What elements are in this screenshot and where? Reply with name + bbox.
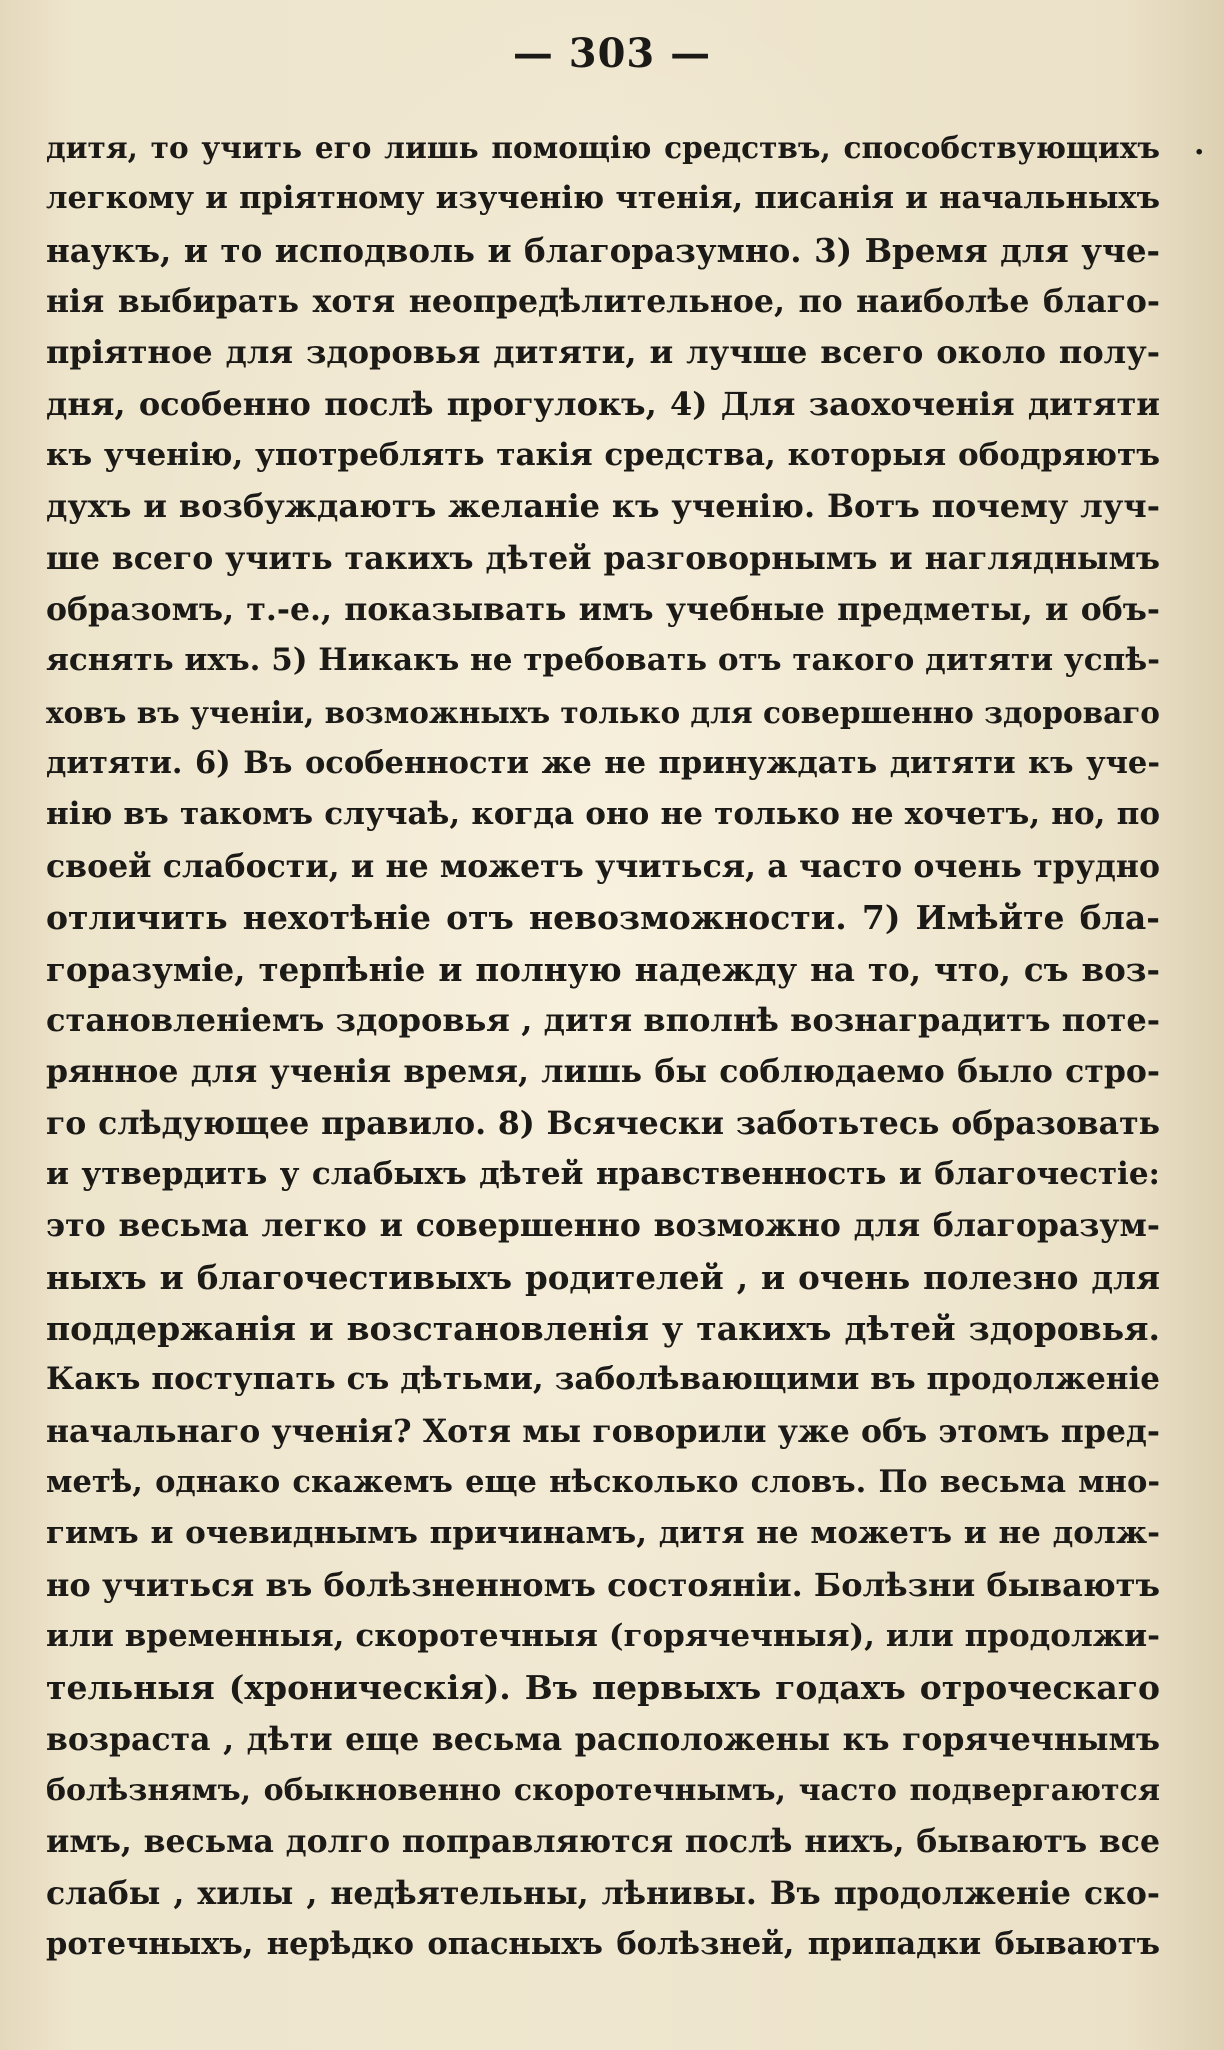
text-line: наукъ, и то исподволь и благоразумно. 3) Время для уче-: [46, 230, 1160, 270]
text-line: къ ученію, употреблять такія средства, которыя ободряютъ: [46, 437, 1160, 474]
text-line: рянное для ученія время, лишь бы соблюдаемо было стро-: [46, 1053, 1160, 1091]
text-line: и утвердить у слабыхъ дѣтей нравственность и благочестіе:: [46, 1155, 1160, 1192]
text-line: го слѣдующее правило. 8) Всячески заботьтесь образовать: [46, 1104, 1160, 1142]
text-line: это весьма легко и совершенно возможно для благоразум-: [46, 1207, 1160, 1245]
text-line: тельныя (хроническія). Въ первыхъ годахъ отроческаго: [46, 1668, 1160, 1708]
text-line: пріятное для здоровья дитяти, и лучше всего около полу-: [46, 333, 1160, 372]
text-line: нію въ такомъ случаѣ, когда оно не только не хочетъ, но, по: [46, 796, 1160, 833]
text-line: своей слабости, и не можетъ учиться, а часто очень трудно: [46, 847, 1160, 885]
text-line: или временныя, скоротечныя (горячечныя), или продолжи-: [46, 1617, 1160, 1654]
text-line: дитяти. 6) Въ особенности же не принуждать дитяти къ уче-: [46, 745, 1160, 782]
margin-mark: .: [1194, 127, 1205, 162]
text-line: ныхъ и благочестивыхъ родителей , и очень полезно для: [46, 1257, 1160, 1297]
text-line: гимъ и очевиднымъ причинамъ, дитя не можетъ и не долж-: [46, 1515, 1160, 1552]
text-line: нія выбирать хотя неопредѣлительное, по наиболѣе благо-: [46, 283, 1160, 321]
text-line: болѣзнямъ, обыкновенно скоротечнымъ, часто подвергаются: [46, 1773, 1160, 1808]
text-line: горазуміе, терпѣніе и полную надежду на то, что, съ воз-: [46, 949, 1160, 989]
text-line: дитя, то учить его лишь помощію средствъ, способствующихъ: [46, 130, 1160, 165]
text-line: Какъ поступать съ дѣтьми, заболѣвающими въ продолженіе: [46, 1361, 1160, 1398]
text-line: легкому и пріятному изученію чтенія, писанія и начальныхъ: [46, 180, 1160, 217]
text-line: метѣ, однако скажемъ еще нѣсколько словъ. По весьма мно-: [46, 1463, 1160, 1500]
text-line: поддержанія и возстановленія у такихъ дѣтей здоровья.: [46, 1308, 1160, 1348]
text-line: отличить нехотѣніе отъ невозможности. 7) Имѣйте бла-: [46, 898, 1160, 938]
text-line: ротечныхъ, нерѣдко опасныхъ болѣзней, припадки бываютъ: [46, 1926, 1160, 1963]
text-line: но учиться въ болѣзненномъ состояніи. Болѣзни бываютъ: [46, 1565, 1160, 1604]
text-line: становленіемъ здоровья , дитя вполнѣ вознаградитъ поте-: [46, 1000, 1160, 1039]
body-text: [46, 122, 1160, 1970]
text-line: ховъ въ ученіи, возможныхъ только для совершенно здороваго: [46, 694, 1160, 730]
text-line: имъ, весьма долго поправляются послѣ нихъ, бываютъ все: [46, 1823, 1160, 1861]
text-line: слабы , хилы , недѣятельны, лѣнивы. Въ продолженіе ско-: [46, 1874, 1160, 1912]
text-line: возраста , дѣти еще весьма расположены къ горячечнымъ: [46, 1720, 1160, 1758]
text-line: дня, особенно послѣ прогулокъ, 4) Для заохоченія дитяти: [46, 384, 1160, 423]
text-line: духъ и возбуждаютъ желаніе къ ученію. Вотъ почему луч-: [46, 487, 1160, 526]
page-number: — 303 —: [512, 30, 712, 77]
text-line: начальнаго ученія? Хотя мы говорили уже объ этомъ пред-: [46, 1412, 1160, 1450]
text-line: яснять ихъ. 5) Никакъ не требовать отъ такого дитяти успѣ-: [46, 642, 1160, 679]
text-line: образомъ, т.-е., показывать имъ учебные предметы, и объ-: [46, 591, 1160, 629]
text-line: ше всего учить такихъ дѣтей разговорнымъ и нагляднымъ: [46, 539, 1160, 577]
